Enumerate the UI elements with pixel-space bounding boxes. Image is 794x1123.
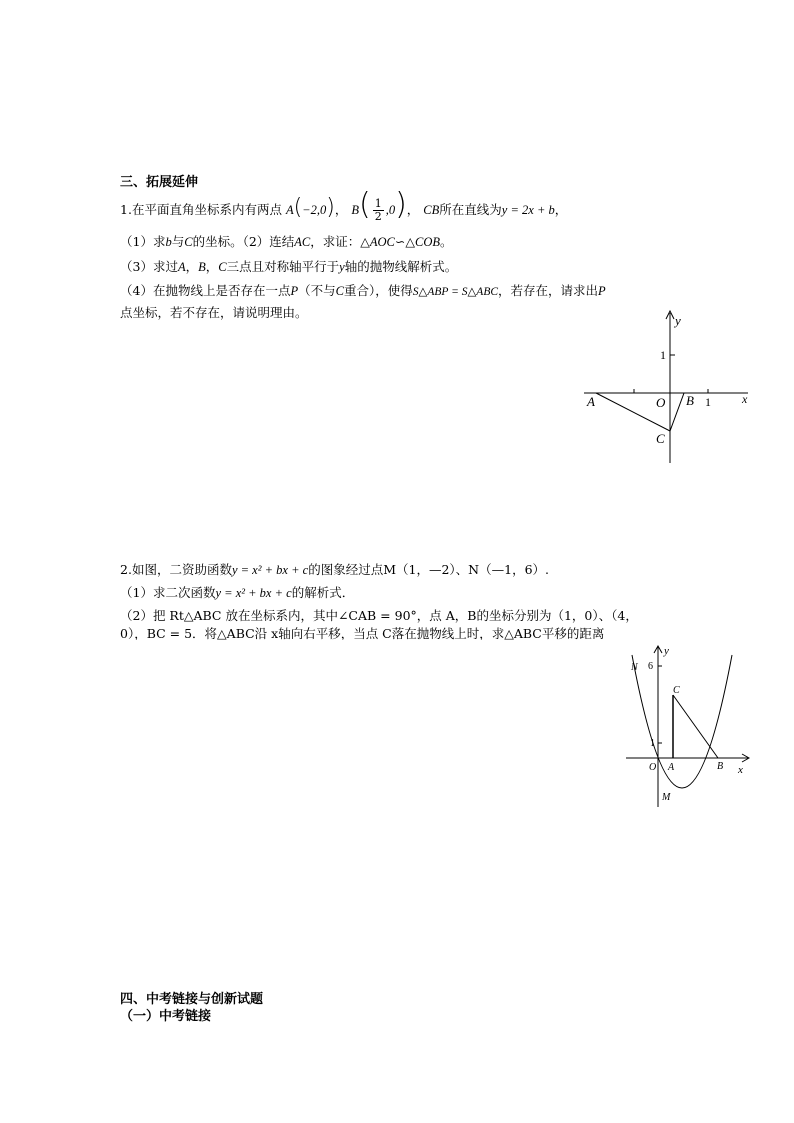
section-4-subheading: （一）中考链接	[120, 1009, 212, 1024]
q2-point-b: B	[717, 761, 724, 772]
q2-stem: 2.如图，二资助函数y = x² + bx + c的图象经过点M（1，—2）、N（—1，6）.	[120, 562, 549, 577]
q1-stem-b: 所在直线为	[439, 202, 502, 217]
q1-stem: 1.在平面直角坐标系内有两点 A(−2,0)， B( $\frac{1}{2}$ ,0)， CB所在直线为y = 2x + b，	[120, 187, 568, 223]
q1-number: 1.	[120, 202, 132, 217]
q2-point-a: A	[668, 762, 675, 773]
q1-sep3: ，	[554, 202, 568, 217]
q1-y-label: y	[675, 313, 681, 328]
q2-equation: y = x² + bx + c	[231, 563, 309, 577]
q1-point-a: A	[587, 394, 595, 409]
q1-part-3: （3）求过A，B，C三点且对称轴平行于y轴的抛物线解析式。	[120, 259, 458, 274]
q1-point-b-rest: ,0	[385, 203, 396, 217]
q2-point-m: M	[662, 792, 671, 803]
q1-point-c: C	[656, 431, 665, 446]
q2-part-1: （1）求二次函数y = x² + bx + c的解析式．	[120, 585, 355, 600]
q2-point-n: N	[631, 662, 638, 673]
q2-y-label: y	[664, 645, 669, 657]
q2-points: M（1，—2）、N（—1，6）.	[383, 562, 549, 577]
q2-figure	[620, 645, 755, 810]
q2-origin-label: O	[649, 762, 657, 773]
q1-point-b: B	[686, 393, 694, 408]
q1-line-equation: y = 2x + b	[501, 203, 555, 217]
q1-origin-label: O	[656, 395, 666, 410]
q1-point-b-label: B	[351, 203, 359, 217]
q2-part-2-line1: （2）把 Rt△ABC 放在坐标系内，其中∠CAB = 90°，点 A，B的坐标分别为（1，0）、（4，	[120, 608, 638, 623]
q1-area-equation: S△ABP = S△ABC	[412, 286, 499, 298]
section-4-heading: 四、中考链接与创新试题	[120, 992, 264, 1007]
q1-x-label: x	[742, 392, 748, 406]
q2-x-label: x	[738, 764, 743, 776]
q1-sep2: ，	[406, 202, 420, 217]
q2-part-2-line2: 0），BC = 5．将△ABC沿 x轴向右平移，当点 C落在抛物线上时，求△ABC平移的距离	[120, 626, 605, 640]
q1-point-a-coords: −2,0	[302, 203, 327, 217]
q1-y-one-label: 1	[660, 348, 666, 362]
section-3-heading: 三、拓展延伸	[120, 175, 199, 190]
q1-part-4-line2: 点坐标，若不存在，请说明理由。	[120, 305, 308, 320]
q1-cb: CB	[423, 203, 440, 217]
q1-figure	[580, 305, 760, 470]
q1-stem-a: 在平面直角坐标系内有两点	[131, 202, 282, 217]
q1-triangle	[596, 393, 684, 431]
q2-tick-one-label: 1	[650, 738, 655, 749]
q1-part-4: （4）在抛物线上是否存在一点P（不与C重合），使得S△ABP = S△ABC，若存在，请求出P	[120, 283, 606, 298]
q1-x-one-label: 1	[705, 395, 711, 409]
q1-point-b-fraction: $\frac{1}{2}$	[374, 197, 382, 223]
q2-point-c: C	[673, 685, 680, 696]
q1-sep1: ，	[334, 202, 348, 217]
q2-side-cb	[673, 695, 718, 758]
q1-point-a-label: A	[285, 203, 294, 217]
q1-similarity: △AOC∽△COB	[360, 235, 440, 249]
q1-part-1-2: （1）求b与C的坐标。（2）连结AC，求证：△AOC∽△COB。	[120, 234, 453, 249]
q2-tick-six-label: 6	[648, 661, 653, 672]
